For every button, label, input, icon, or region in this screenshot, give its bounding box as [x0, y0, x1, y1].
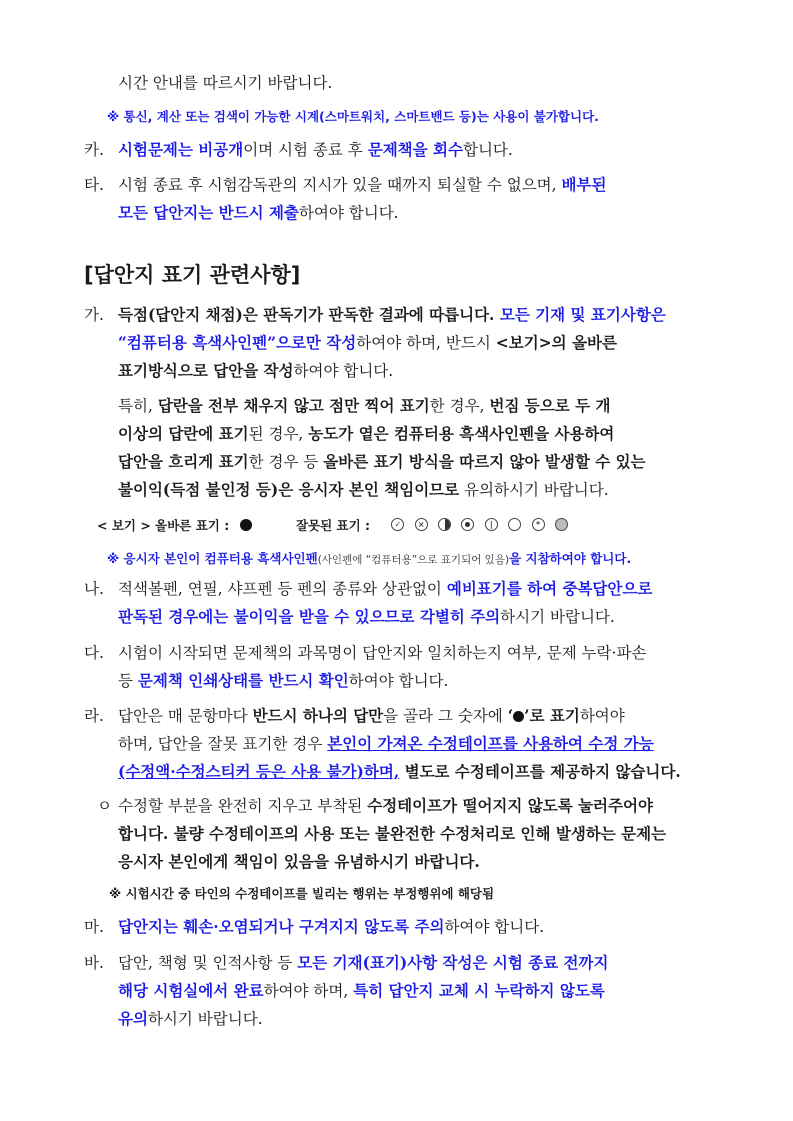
sub-item-marker: ㅇ: [97, 797, 112, 815]
notice-smartwatch: ※ 통신, 계산 또는 검색이 가능한 시계(스마트워치, 스마트밴드 등)는 사용이 불가합니다.: [107, 109, 599, 124]
item-sub-o: ㅇ 수정할 부분을 완전히 지우고 부착된 수정테이프가 떨어지지 않도록 눌러주어야: [97, 796, 653, 815]
check-mark-icon: ✓: [391, 518, 404, 531]
item-marker: 마.: [84, 918, 104, 936]
item-marker: 타.: [84, 176, 104, 194]
item-ra: 라. 답안은 매 문항마다 반드시 하나의 답만을 골라 그 숫자에 ‘ ’로 표기하여야: [84, 706, 625, 725]
item-sub-o-cont-1: 합니다. 불량 수정테이프의 사용 또는 불완전한 수정처리로 인해 발생하는 문제는: [118, 824, 667, 843]
item-na-cont: 판독된 경우에는 불이익을 받을 수 있으므로 각별히 주의하시기 바랍니다.: [118, 607, 615, 626]
item-ra-cont-2: (수정액·수정스티커 등은 사용 불가)하며, 별도로 수정테이프를 제공하지 않습니다.: [118, 762, 681, 781]
empty-circle-mark-icon: [508, 518, 521, 531]
item-ta: 타. 시험 종료 후 시험감독관의 지시가 있을 때까지 퇴실할 수 없으며, 배부된: [84, 175, 607, 194]
wrong-marks: [388, 518, 571, 533]
notice-pen: ※ 응시자 본인이 컴퓨터용 흑색사인펜(사인펜에 “컴퓨터용”으로 표기되어 있음)을 지참하여야 합니다.: [107, 551, 632, 566]
dot-in-circle-mark-icon: [461, 518, 474, 531]
item-ga-note-3: 답안을 흐리게 표기한 경우 등 올바른 표기 방식을 따르지 않아 발생할 수 있는: [118, 452, 646, 471]
item-ra-cont-1: 하며, 답안을 잘못 표기한 경우 본인이 가져온 수정테이프를 사용하여 수정 가능: [118, 734, 654, 753]
light-filled-mark-icon: [555, 518, 568, 531]
star-mark-icon: *: [532, 518, 545, 531]
pipe-mark-icon: |: [485, 518, 498, 531]
item-ba: 바. 답안, 책형 및 인적사항 등 모든 기재(표기)사항 작성은 시험 종료 전까지: [84, 953, 609, 972]
item-da: 다. 시험이 시작되면 문제책의 과목명이 답안지와 일치하는지 여부, 문제 누락·파손: [84, 644, 647, 662]
item-ga-note-4: 불이익(득점 불인정 등)은 응시자 본인 책임이므로 유의하시기 바랍니다.: [118, 480, 609, 499]
item-marker: 다.: [84, 644, 104, 662]
item-da-cont: 등 문제책 인쇄상태를 반드시 확인하여야 합니다.: [118, 671, 449, 690]
item-ta-cont: 모든 답안지는 반드시 제출하여야 합니다.: [118, 203, 399, 222]
section-heading: [답안지 표기 관련사항]: [84, 263, 301, 287]
item-na: 나. 적색볼펜, 연필, 샤프펜 등 펜의 종류와 상관없이 예비표기를 하여 중복답안으로: [84, 579, 653, 598]
line-time-guidance: 시간 안내를 따르시기 바랍니다.: [118, 74, 333, 92]
item-marker: 가.: [84, 306, 104, 324]
item-marker: 나.: [84, 580, 104, 598]
item-ka: 카. 시험문제는 비공개이며 시험 종료 후 문제책을 회수합니다.: [84, 140, 513, 159]
item-ba-cont-1: 해당 시험실에서 완료하여야 하며, 특히 답안지 교체 시 누락하지 않도록: [118, 981, 605, 1000]
item-marker: 바.: [84, 954, 104, 972]
item-marker: 라.: [84, 707, 104, 725]
item-ga: 가. 득점(답안지 채점)은 판독기가 판독한 결과에 따릅니다. 모든 기재 및 표기사항은: [84, 305, 666, 324]
filled-bubble-icon: [513, 711, 524, 722]
cross-mark-icon: ×: [415, 518, 428, 531]
item-ga-cont-2: 표기방식으로 답안을 작성하여야 합니다.: [118, 361, 394, 380]
item-marker: 카.: [84, 141, 104, 159]
notice-tape: ※ 시험시간 중 타인의 수정테이프를 빌리는 행위는 부정행위에 해당됨: [109, 886, 495, 901]
example-row: < 보기 > 올바른 표기 : 잘못된 표기 : ✓ × | *: [97, 516, 571, 536]
item-ga-note-2: 이상의 답란에 표기된 경우, 농도가 옅은 컴퓨터용 흑색사인펜을 사용하여: [118, 424, 615, 443]
item-ma: 마. 답안지는 훼손·오염되거나 구겨지지 않도록 주의하여야 합니다.: [84, 917, 545, 936]
item-ga-note-1: 특히, 답란을 전부 채우지 않고 점만 찍어 표기한 경우, 번짐 등으로 두 개: [118, 396, 611, 415]
item-ga-cont-1: “컴퓨터용 흑색사인펜”으로만 작성하여야 하며, 반드시 <보기>의 올바른: [118, 333, 617, 352]
half-filled-mark-icon: [438, 518, 451, 531]
item-ba-cont-2: 유의하시기 바랍니다.: [118, 1009, 263, 1028]
item-sub-o-cont-2: 응시자 본인에게 책임이 있음을 유념하시기 바랍니다.: [118, 852, 480, 871]
correct-mark-icon: [240, 519, 252, 531]
